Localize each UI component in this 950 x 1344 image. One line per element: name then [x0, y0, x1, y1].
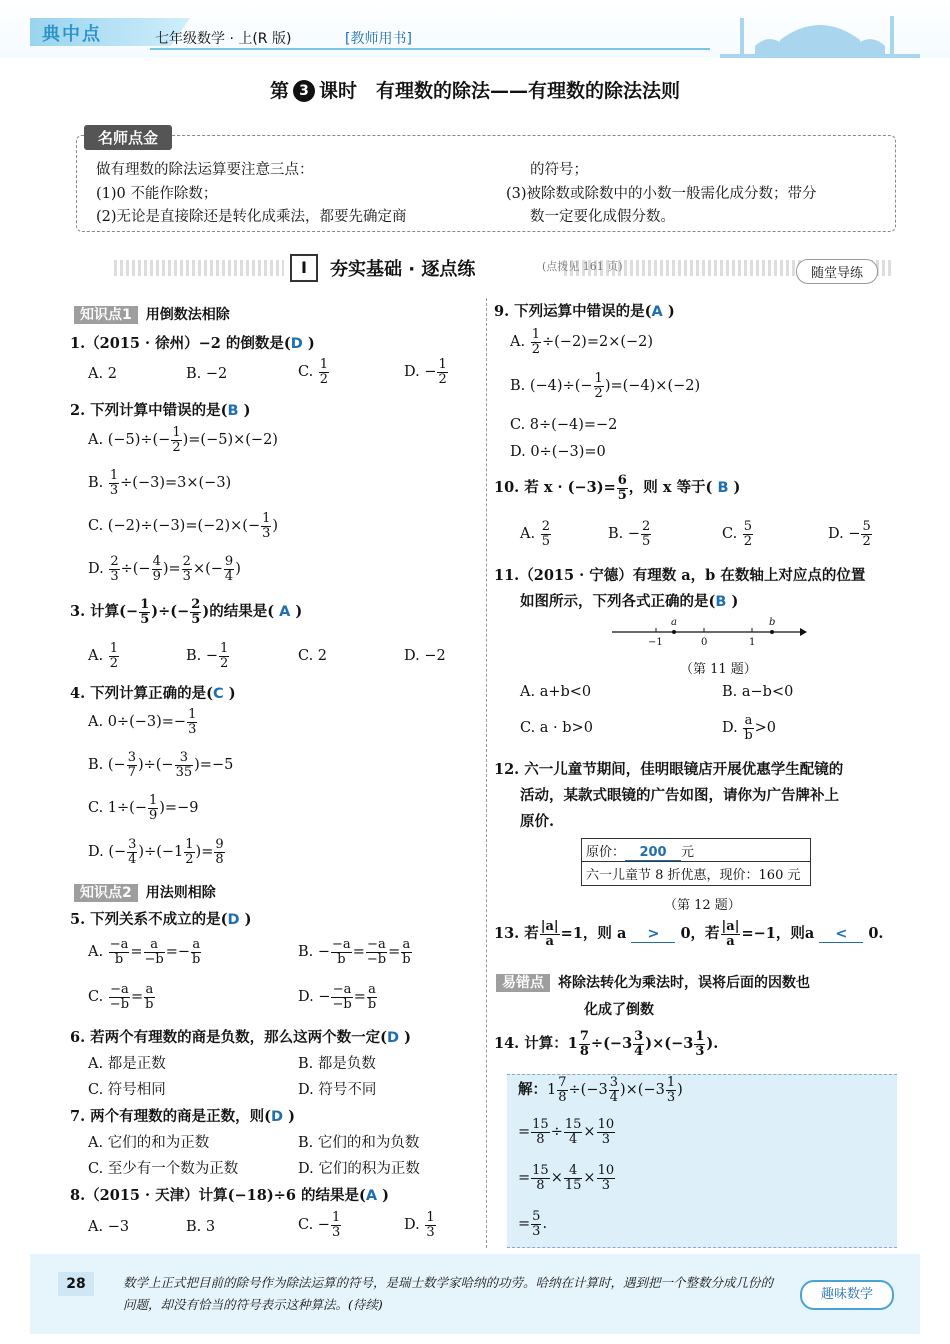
knowledge-point-1: [74, 304, 230, 324]
option-c: C. (−2)÷(−3)=(−2)×(− $\frac{1}{3}$ ): [88, 511, 279, 541]
solution-label: 解：: [518, 1081, 547, 1099]
knowledge-point-2: [74, 882, 216, 902]
mosque-skyline-icon: [720, 10, 920, 58]
option-d: D. 它们的积为正数: [298, 1161, 420, 1177]
question-3: 3. 计算(− $\frac{1}{5}$ )÷(− $\frac{2}{5}$ )的结果是( A ): [70, 597, 303, 627]
question-2: 2. 下列计算中错误的是(B ): [70, 402, 251, 419]
answer: B: [717, 480, 729, 497]
option-c: C. 至少有一个数为正数: [88, 1161, 239, 1177]
header-rule: [150, 48, 710, 50]
question-5: 5. 下列关系不成立的是(D ): [70, 911, 252, 928]
svg-text:a: a: [671, 617, 677, 628]
option-b: B. (−4)÷(− $\frac{1}{2}$ )=(−4)×(−2): [510, 371, 701, 401]
option-b: B. $\frac{1}{3}$ ÷(−3)=3×(−3): [88, 468, 232, 498]
option-c: C. 8÷(−4)=−2: [510, 417, 618, 433]
tip-line: (1)0 不能作除数；: [96, 186, 218, 202]
option-a: A. $\frac{-a}{b}$ = $\frac{a}{-b}$ =− $\frac{a}{b}$: [88, 937, 201, 967]
answer: D: [290, 336, 303, 352]
kp-title: 用倒数法相除: [145, 307, 230, 323]
option-d: D. $\frac{2}{3}$ ÷(− $\frac{4}{9}$ )= $\frac{2}{3}$ ×(− $\frac{9}{4}$ ): [88, 554, 241, 584]
option-c: C. − $\frac{1}{3}$: [298, 1210, 341, 1240]
question-6: 6. 若两个有理数的商是负数，那么这两个数一定(D ): [70, 1029, 412, 1046]
option-a: A. 0÷(−3)=− $\frac{1}{3}$: [88, 707, 197, 737]
ad-label: 原价：: [586, 845, 626, 860]
fun-math-badge: 趣味数学: [800, 1280, 894, 1310]
svg-text:1: 1: [749, 637, 756, 648]
option-c: C. 2: [298, 648, 328, 664]
option-a: A. $\frac{1}{2}$ ÷(−2)=2×(−2): [510, 327, 654, 357]
option-c: C. 符号相同: [88, 1082, 166, 1098]
option-b: B. − $\frac{2}{5}$: [608, 519, 651, 549]
option-d: D. $\frac{1}{3}$: [404, 1210, 435, 1240]
answer: D: [227, 912, 240, 928]
lesson-title: [0, 76, 950, 103]
tip-label: 名师点金: [84, 125, 172, 150]
answer: <: [819, 926, 863, 943]
option-d: D. 0÷(−3)=0: [510, 444, 606, 460]
tip-line: 做有理数的除法运算要注意三点：: [96, 162, 314, 178]
option-a: A. 它们的和为正数: [88, 1135, 210, 1151]
answer: 200: [625, 845, 681, 861]
solution-line: = $\frac{15}{8}$ × $\frac{4}{15}$ × $\frac{10}{3}$: [518, 1163, 615, 1193]
section-reference: (点拨见 161 页): [542, 260, 623, 273]
answer: B: [715, 594, 727, 610]
figure-caption: （第 12 题）: [664, 898, 741, 913]
lesson-title-text: 课时 有理数的除法——有理数的除法法则: [319, 80, 681, 102]
question-9: 9. 下列运算中错误的是(A ): [494, 303, 675, 320]
q-stem: 2. 下列计算中错误的是(: [70, 402, 228, 419]
answer: >: [631, 926, 675, 943]
option-b: B. 都是负数: [298, 1056, 376, 1072]
option-d: D. − $\frac{5}{2}$: [828, 519, 871, 549]
option-a: A. a+b<0: [520, 684, 592, 700]
answer: D: [387, 1030, 400, 1046]
q-stem: 9. 下列运算中错误的是(: [494, 303, 652, 320]
option-d: D. −2: [404, 648, 446, 664]
ad-unit: 元: [681, 845, 695, 860]
option-c: C. a · b>0: [520, 720, 593, 736]
footer-fun-fact: 数学上正式把目前的除号作为除法运算的符号，是瑞士数学家哈纳的功劳。哈纳在计算时，遇到把一个整数分成几份的问题，却没有恰当的符号表示这种算法。(待续): [123, 1275, 774, 1312]
svg-text:0: 0: [701, 637, 708, 648]
option-b: B. a−b<0: [722, 684, 794, 700]
question-4: 4. 下列计算正确的是(C ): [70, 685, 236, 702]
option-a: A. $\frac{2}{5}$: [520, 519, 550, 549]
tip-line: (3)被除数或除数中的小数一般需化成分数；带分: [506, 186, 817, 202]
option-b: B. 3: [186, 1219, 216, 1235]
q-stem: 4. 下列计算正确的是(: [70, 685, 214, 702]
question-14: 14. 计算：1 $\frac{7}{8}$ ÷(−3 $\frac{3}{4}$ )×(−3 $\frac{1}{3}$ ).: [494, 1029, 719, 1059]
option-a: A. (−5)÷(− $\frac{1}{2}$ )=(−5)×(−2): [88, 425, 278, 455]
option-b: B. − $\frac{-a}{b}$ = $\frac{-a}{-b}$ = $\frac{a}{b}$: [298, 937, 411, 967]
question-11: 11.（2015 · 宁德）有理数 a，b 在数轴上对应点的位置: [494, 567, 866, 584]
figure-caption: （第 11 题）: [680, 662, 757, 677]
option-c: C. 1÷(− $\frac{1}{9}$ )=−9: [88, 793, 199, 823]
option-b: B. − $\frac{1}{2}$: [186, 641, 229, 671]
option-d: D. − $\frac{1}{2}$: [404, 357, 447, 387]
option-b: B. 它们的和为负数: [298, 1135, 420, 1151]
tip-line: 数一定要化成假分数。: [530, 209, 675, 225]
answer: C: [213, 686, 224, 702]
option-d: D. (− $\frac{3}{4}$ )÷(−1 $\frac{1}{2}$ )= $\frac{9}{8}$: [88, 837, 224, 867]
brand-name: 典中点: [42, 24, 102, 45]
kp-title: 用法则相除: [145, 885, 216, 901]
svg-text:b: b: [769, 617, 776, 628]
error-point: [496, 972, 810, 992]
section-badge: 随堂导练: [796, 259, 878, 284]
answer: A: [651, 304, 663, 320]
column-divider: [486, 298, 487, 1248]
q-stem: 7. 两个有理数的商是正数，则(: [70, 1108, 272, 1125]
question-13: 13. 若 $\frac{|a|}{a}$ =1，则 a > 0，若 $\frac{|a|}{a}$ =−1，则a < 0.: [494, 919, 884, 949]
option-a: A. 都是正数: [88, 1056, 166, 1072]
option-c: C. $\frac{-a}{-b}$ = $\frac{a}{b}$: [88, 982, 154, 1012]
kp-label: 知识点2: [74, 884, 138, 902]
error-text: 将除法转化为乘法时，误将后面的因数也: [558, 975, 810, 991]
ad-sale: 六一儿童节 8 折优惠，现价：160 元: [586, 868, 801, 883]
option-a: A. 2: [88, 366, 117, 382]
kp-label: 知识点1: [74, 306, 138, 324]
tip-line: 的符号；: [530, 162, 588, 178]
ad-original-price: [586, 841, 694, 861]
lesson-number: 3: [293, 80, 315, 102]
section-title: 夯实基础 · 逐点练: [330, 259, 476, 280]
question-12-line2: 活动，某款式眼镜的广告如图，请你为广告牌补上: [520, 787, 839, 804]
page-number: 28: [58, 1272, 94, 1296]
error-label: 易错点: [496, 974, 550, 992]
answer: A: [279, 604, 291, 621]
question-12: 12. 六一儿童节期间，佳明眼镜店开展优惠学生配镜的: [494, 761, 844, 778]
answer: B: [227, 403, 239, 419]
question-10: 10. 若 x · (−3)= $\frac{6}{5}$ ，则 x 等于( B ): [494, 473, 741, 503]
q-stem: 8.（2015 · 天津）计算(−18)÷6 的结果是(: [70, 1187, 366, 1204]
option-c: C. $\frac{1}{2}$: [298, 357, 329, 387]
number-line-figure: [608, 614, 808, 650]
solution-line: = $\frac{15}{8}$ ÷ $\frac{15}{4}$ × $\frac{10}{3}$: [518, 1117, 615, 1147]
q-stem: 1.（2015 · 徐州）−2 的倒数是(: [70, 335, 291, 352]
question-1: 1.（2015 · 徐州）−2 的倒数是(D ): [70, 335, 315, 352]
tip-line: (2)无论是直接除还是转化成乘法，都要先确定商: [96, 209, 407, 225]
q-stem: 5. 下列关系不成立的是(: [70, 911, 228, 928]
question-8: 8.（2015 · 天津）计算(−18)÷6 的结果是(A ): [70, 1187, 389, 1204]
option-d: D. 符号不同: [298, 1082, 377, 1098]
solution-line: 解：1 $\frac{7}{8}$ ÷(−3 $\frac{3}{4}$ )×(−3 $\frac{1}{3}$ ): [518, 1075, 683, 1105]
solution-line: = $\frac{5}{3}$ .: [518, 1209, 548, 1239]
section-number: I: [290, 254, 318, 282]
book-title: 七年级数学 · 上(R 版): [155, 31, 292, 47]
q-stem: 6. 若两个有理数的商是负数，那么这两个数一定(: [70, 1029, 388, 1046]
error-text-line2: 化成了倒数: [584, 1002, 654, 1018]
option-a: A. $\frac{1}{2}$: [88, 641, 118, 671]
option-d: D. − $\frac{-a}{-b}$ = $\frac{a}{b}$: [298, 982, 377, 1012]
teacher-edition: [教师用书]: [345, 31, 412, 47]
svg-text:−1: −1: [648, 637, 663, 648]
answer: A: [365, 1188, 378, 1204]
question-11-line2: 如图所示，下列各式正确的是(B ): [520, 593, 739, 610]
question-7: 7. 两个有理数的商是正数，则(D ): [70, 1108, 296, 1125]
answer: D: [271, 1109, 284, 1125]
option-d: D. $\frac{a}{b}$ >0: [722, 713, 777, 743]
question-12-line3: 原价.: [520, 813, 555, 830]
option-a: A. −3: [88, 1219, 130, 1235]
lesson-prefix: 第: [269, 80, 289, 102]
q-stem: 如图所示，下列各式正确的是(: [520, 593, 716, 610]
option-b: B. (− $\frac{3}{7}$ )÷(− $\frac{3}{35}$ )=−5: [88, 750, 234, 780]
option-c: C. $\frac{5}{2}$: [722, 519, 753, 549]
option-b: B. −2: [186, 366, 228, 382]
